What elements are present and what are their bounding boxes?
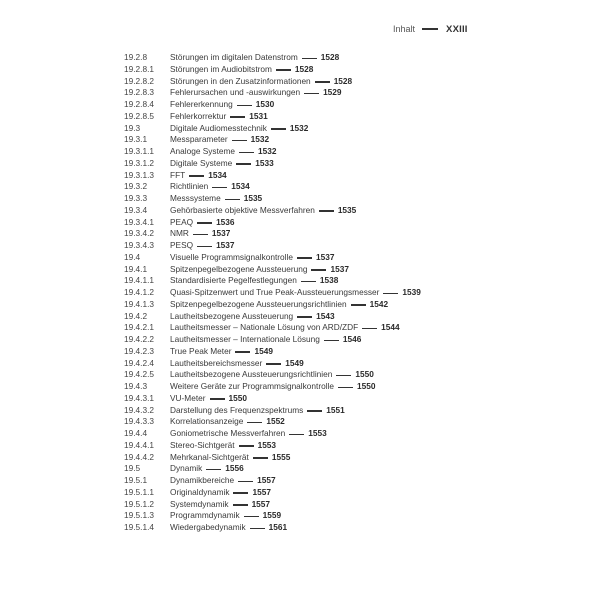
toc-entry[interactable] [124,205,444,217]
toc-leader-dash [276,69,291,70]
toc-entry[interactable] [124,311,444,323]
toc-entry-page: 1550 [228,392,247,403]
toc-entry-number: 19.4.2 [124,310,148,321]
toc-entry-title: Störungen im digitalen Datenstrom [170,52,298,62]
toc-entry-number: 19.4.3.2 [124,404,154,415]
toc-entry-number: 19.5.1 [124,475,148,485]
toc-entry-number: 19.2.8.2 [124,75,154,86]
toc-leader-dash [383,293,398,294]
toc-entry-title: Lautheitsbezogene Aussteuerungsrichtlinien [170,369,333,380]
toc-entry-number: 19.2.8.3 [124,87,154,98]
toc-entry-text [170,499,270,511]
toc-entry[interactable] [124,475,444,487]
toc-leader-dash [239,445,254,446]
toc-entry-text [170,240,235,252]
toc-entry[interactable] [124,228,444,240]
toc-entry-title: Lautheitsmesser – Nationale Lösung von ARD/ZDF [170,322,359,333]
toc-entry[interactable] [124,510,444,522]
toc-entry-page: 1537 [216,240,235,250]
toc-entry-title: Dynamikbereiche [170,475,235,485]
toc-entry-page: 1553 [308,428,327,438]
toc-entry-text [170,463,244,475]
toc-entry-number: 19.4.2.2 [124,334,154,344]
toc-entry[interactable] [124,158,444,170]
toc-entry-text [170,146,277,158]
toc-entry-text [170,510,281,522]
toc-entry-page: 1551 [326,404,345,415]
toc-entry-title: Korrelationsanzeige [170,416,244,427]
toc-entry-title: NMR [170,228,189,239]
toc-entry-page: 1555 [271,451,291,462]
toc-entry-text [170,311,335,323]
toc-entry-title: Dynamik [170,463,203,474]
toc-leader-dash [250,528,265,529]
toc-leader-dash [307,410,322,411]
toc-entry-text [170,99,274,111]
toc-entry-title: Spitzenpegelbezogene Aussteuerungsrichtlinien [170,298,347,309]
toc-entry-number: 19.2.8 [124,52,148,62]
toc-leader-dash [233,504,248,505]
toc-entry-number: 19.4.1.2 [124,287,154,297]
toc-entry-page: 1552 [266,416,285,427]
toc-entry[interactable] [124,193,444,205]
toc-entry-number: 19.4.4 [124,428,148,438]
toc-entry-title: Gehörbasierte objektive Messverfahren [170,204,315,215]
toc-leader-dash [244,516,259,517]
toc-entry-text [170,322,400,334]
toc-entry-number: 19.2.8.5 [124,110,154,121]
toc-leader-dash [212,187,227,188]
toc-entry[interactable] [124,522,444,534]
toc-entry[interactable] [124,264,444,276]
toc-entry-title: Spitzenpegelbezogene Aussteuerung [170,263,308,274]
toc-entry[interactable] [124,99,444,111]
toc-entry-title: Messsysteme [170,193,221,203]
toc-entry-page: 1557 [252,486,271,497]
toc-leader-dash [239,152,254,153]
toc-entry-title: VU-Meter [170,392,206,403]
toc-leader-dash [206,469,221,470]
toc-entry[interactable] [124,322,444,334]
toc-entry-title: PEAQ [170,216,194,227]
toc-entry-number: 19.3 [124,122,141,133]
toc-entry-number: 19.5.1.3 [124,510,154,521]
toc-entry-page: 1533 [255,157,274,168]
toc-leader-dash [197,246,212,247]
toc-entry-text [170,87,342,99]
toc-entry-page: 1559 [262,510,282,521]
toc-entry-number: 19.3.4 [124,204,148,215]
toc-leader-dash [315,81,330,82]
toc-entry-text [170,299,388,311]
toc-entry-text [170,205,356,217]
toc-entry-text [170,428,327,440]
toc-entry-number: 19.5.1.2 [124,498,154,509]
toc-leader-dash [336,375,351,376]
toc-entry-page: 1550 [357,381,376,391]
toc-entry-title: Weitere Geräte zur Programmsignalkontrolle [170,381,335,391]
toc-entry-title: Standardisierte Pegelfestlegungen [170,275,297,286]
toc-entry-text [170,275,338,287]
toc-entry-number: 19.3.4.1 [124,216,154,227]
toc-entry-title: Goniometrische Messverfahren [170,428,286,438]
toc-entry-text [170,217,235,229]
toc-entry-text [170,76,352,88]
toc-entry-page: 1546 [342,334,362,344]
toc-entry-page: 1537 [211,228,231,239]
toc-leader-dash [238,481,253,482]
toc-entry-title: Richtlinien [170,181,209,192]
toc-leader-dash [289,434,304,435]
toc-entry-text [170,522,287,534]
toc-entry-number: 19.4.1 [124,263,148,274]
toc-entry[interactable] [124,416,444,428]
toc-leader-dash [297,316,312,317]
toc-entry-number: 19.4.4.1 [124,439,154,450]
toc-entry-number: 19.3.1.3 [124,169,154,180]
toc-entry-page: 1535 [243,193,263,203]
toc-leader-dash [297,257,312,258]
toc-entry-title: Störungen in den Zusatzinformationen [170,75,311,86]
toc-entry-title: Darstellung des Frequenzspektrums [170,404,304,415]
toc-entry[interactable] [124,287,444,299]
toc-entry-number: 19.4.3.3 [124,416,154,427]
toc-entry-page: 1549 [254,345,273,356]
toc-leader-dash [319,210,334,211]
toc-entry-number: 19.5.1.1 [124,486,154,497]
toc-leader-dash [230,116,245,117]
toc-leader-dash [232,140,247,141]
toc-leader-dash [210,398,225,399]
toc-entry-page: 1532 [250,134,270,145]
toc-entry-title: Digitale Audiomesstechnik [170,122,267,133]
toc-entry-page: 1532 [289,122,309,133]
toc-entry-page: 1529 [323,87,342,98]
toc-entry-title: Fehlererkennung [170,99,233,109]
toc-entry-page: 1537 [315,251,335,262]
toc-entry[interactable] [124,170,444,182]
toc-entry-page: 1561 [268,522,288,532]
toc-entry-title: PESQ [170,240,194,250]
toc-entry[interactable] [124,64,444,76]
toc-leader-dash [311,269,326,270]
toc-leader-dash [233,492,248,493]
toc-entry-page: 1531 [249,110,268,121]
toc-entry[interactable] [124,146,444,158]
toc-entry-page: 1549 [285,357,304,368]
toc-entry-title: Quasi-Spitzenwert und True Peak-Aussteuerungsmesser [170,287,380,297]
toc-entry-text [170,416,285,428]
toc-entry-page: 1556 [225,463,244,474]
toc-entry-page: 1542 [369,298,389,309]
toc-leader-dash [253,457,268,458]
toc-entry-number: 19.5 [124,463,141,474]
toc-leader-dash [247,422,262,423]
toc-entry[interactable] [124,428,444,440]
toc-entry[interactable] [124,405,444,417]
toc-entry-number: 19.4.2.3 [124,345,154,356]
toc-entry-text [170,64,313,76]
toc-entry-title: Lautheitsbezogene Aussteuerung [170,310,294,321]
toc-entry-page: 1557 [251,498,271,509]
toc-entry[interactable] [124,240,444,252]
toc-entry-page: 1557 [257,475,276,485]
toc-entry[interactable] [124,393,444,405]
toc-entry-text [170,405,345,417]
toc-entry-text [170,228,230,240]
toc-entry-page: 1538 [319,275,339,286]
toc-entry-number: 19.2.8.1 [124,63,154,74]
toc-entry-page: 1544 [381,322,400,333]
toc-entry-number: 19.3.1 [124,134,148,145]
toc-entry[interactable] [124,334,444,346]
toc-entry-number: 19.4.2.5 [124,369,154,380]
toc-leader-dash [338,387,353,388]
toc-leader-dash [235,351,250,352]
toc-leader-dash [302,58,317,59]
toc-entry-title: Messparameter [170,134,228,145]
toc-entry-text [170,475,276,487]
toc-leader-dash [189,175,204,176]
toc-entry[interactable] [124,487,444,499]
toc-entry[interactable] [124,369,444,381]
toc-entry[interactable] [124,440,444,452]
toc-entry-page: 1532 [258,146,277,156]
toc-entry-page: 1534 [231,181,250,192]
toc-entry-title: Wiedergabedynamik [170,522,246,532]
toc-entry-title: Systemdynamik [170,498,229,509]
toc-leader-dash [237,105,252,106]
toc-entry[interactable] [124,111,444,123]
toc-entry-title: FFT [170,169,186,180]
toc-entry-number: 19.4.2.4 [124,357,154,368]
toc-entry-text [170,381,375,393]
toc-entry-text [170,134,269,146]
toc-entry-text [170,264,349,276]
toc-entry-text [170,393,247,405]
toc-entry-text [170,440,276,452]
toc-entry-text [170,487,271,499]
toc-entry-number: 19.4.3.1 [124,392,154,403]
toc-entry-number: 19.4.4.2 [124,451,154,462]
toc-leader-dash [236,163,251,164]
page-number: XXIII [446,23,468,35]
header-dash [422,28,438,30]
toc-leader-dash [301,281,316,282]
toc-entry[interactable] [124,452,444,464]
toc-entry[interactable] [124,381,444,393]
toc-entry-text [170,252,334,264]
toc-entry[interactable] [124,76,444,88]
toc-entry-number: 19.4.1.3 [124,298,154,309]
toc-entry-page: 1543 [316,310,335,321]
toc-leader-dash [324,340,339,341]
toc-entry-text [170,158,274,170]
toc-entry-number: 19.3.4.3 [124,240,154,250]
toc-entry-page: 1535 [337,204,357,215]
toc-entry-title: Digitale Systeme [170,157,233,168]
toc-entry[interactable] [124,181,444,193]
toc-entry-text [170,334,361,346]
toc-entry-title: Analoge Systeme [170,146,236,156]
toc-entry-page: 1539 [402,287,421,297]
toc-entry-number: 19.3.3 [124,193,148,203]
table-of-contents [124,52,444,534]
toc-entry[interactable] [124,499,444,511]
toc-entry[interactable] [124,217,444,229]
toc-leader-dash [197,222,212,223]
toc-entry-page: 1537 [330,263,349,274]
toc-entry-page: 1534 [208,169,227,180]
toc-entry-title: Mehrkanal-Sichtgerät [170,451,249,462]
toc-entry[interactable] [124,358,444,370]
toc-entry-text [170,346,273,358]
toc-leader-dash [362,328,377,329]
toc-entry[interactable] [124,275,444,287]
toc-entry[interactable] [124,299,444,311]
toc-entry-title: Störungen im Audiobitstrom [170,63,272,74]
toc-entry-page: 1528 [294,63,314,74]
toc-entry-text [170,369,374,381]
toc-leader-dash [304,93,319,94]
toc-entry[interactable] [124,123,444,135]
toc-leader-dash [193,234,208,235]
section-label: Inhalt [393,24,416,34]
toc-entry-title: Originaldynamik [170,486,230,497]
toc-entry-title: Visuelle Programmsignalkontrolle [170,251,293,262]
toc-entry-page: 1528 [333,75,353,86]
toc-entry[interactable] [124,346,444,358]
toc-entry-text [170,123,308,135]
toc-entry-text [170,111,268,123]
toc-entry-page: 1553 [257,439,277,450]
toc-leader-dash [225,199,240,200]
toc-entry[interactable] [124,87,444,99]
toc-entry[interactable] [124,252,444,264]
toc-entry-number: 19.3.1.1 [124,146,154,156]
toc-entry-page: 1550 [355,369,374,380]
toc-entry-number: 19.2.8.4 [124,99,154,109]
toc-entry-title: Programmdynamik [170,510,240,521]
toc-leader-dash [266,363,281,364]
toc-entry-text [170,181,250,193]
toc-entry-title: Lautheitsmesser – Internationale Lösung [170,334,320,344]
running-head [393,22,468,36]
toc-entry-number: 19.3.1.2 [124,157,154,168]
toc-entry-page: 1530 [255,99,275,109]
toc-entry-title: Fehlerursachen und -auswirkungen [170,87,301,98]
toc-entry[interactable] [124,52,444,64]
toc-entry-text [170,193,262,205]
toc-entry-number: 19.5.1.4 [124,522,154,532]
toc-entry-title: True Peak Meter [170,345,232,356]
toc-entry-text [170,358,304,370]
toc-entry-number: 19.3.2 [124,181,148,192]
toc-entry-text [170,170,227,182]
toc-entry-title: Stereo-Sichtgerät [170,439,235,450]
toc-leader-dash [351,304,366,305]
toc-entry-number: 19.4.2.1 [124,322,154,333]
toc-entry-number: 19.4.1.1 [124,275,154,286]
toc-entry-number: 19.4 [124,251,141,262]
toc-entry-number: 19.4.3 [124,381,148,391]
toc-entry[interactable] [124,463,444,475]
toc-entry-title: Lautheitsbereichsmesser [170,357,263,368]
toc-entry-text [170,452,290,464]
toc-entry-page: 1536 [216,216,235,227]
toc-entry-page: 1528 [320,52,340,62]
toc-entry-text [170,52,339,64]
toc-entry-number: 19.3.4.2 [124,228,154,239]
toc-entry-text [170,287,421,299]
toc-leader-dash [271,128,286,129]
toc-entry-title: Fehlerkorrektur [170,110,227,121]
toc-entry[interactable] [124,134,444,146]
